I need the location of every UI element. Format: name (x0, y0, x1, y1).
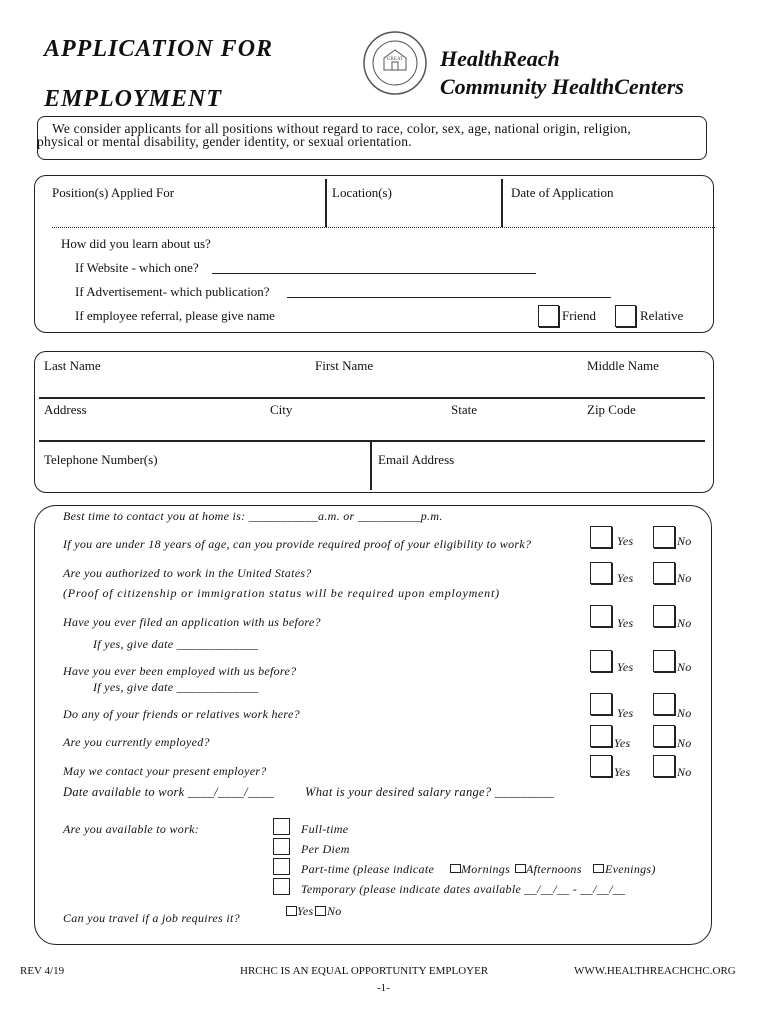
healthreach-seal-logo (362, 30, 428, 96)
employed-before-no-checkbox[interactable] (653, 650, 675, 672)
under-18-no-label: No (677, 534, 692, 548)
equal-opportunity-label: HRCHC IS AN EQUAL OPPORTUNITY EMPLOYER (240, 965, 489, 977)
best-time-question: Best time to contact you at home is: ___________a.m. or __________p.m. (63, 509, 443, 523)
org-name: HealthReach (440, 46, 560, 71)
currently-employed-question: Are you currently employed? (63, 735, 210, 749)
filed-yes-label: Yes (617, 616, 634, 630)
referral-label: If employee referral, please give name (75, 308, 275, 323)
travel-yes-label: Yes (297, 904, 314, 918)
under-18-yes-checkbox[interactable] (590, 526, 612, 548)
mornings-checkbox[interactable] (450, 864, 461, 873)
salary-range-field[interactable]: What is your desired salary range? _________ (305, 785, 554, 799)
contact-no-label: No (677, 765, 692, 779)
afternoons-label: Afternoons (526, 862, 582, 876)
filed-no-checkbox[interactable] (653, 605, 675, 627)
current-yes-checkbox[interactable] (590, 725, 612, 747)
friend-label: Friend (562, 308, 596, 323)
evenings-label: Evenings) (605, 862, 656, 876)
filed-before-date: If yes, give date _____________ (93, 637, 259, 651)
friend-checkbox[interactable] (538, 305, 559, 327)
temporary-checkbox[interactable] (273, 878, 290, 895)
date-available-field[interactable]: Date available to work ____/____/____ (63, 785, 275, 799)
temporary-label: Temporary (please indicate dates available __/__/__ - __/__/__ (301, 882, 626, 896)
email-input[interactable] (376, 468, 701, 488)
contact-employer-question: May we contact your present employer? (63, 764, 267, 778)
authorized-no-label: No (677, 571, 692, 585)
zip-code-label: Zip Code (587, 402, 636, 417)
full-time-label: Full-time (301, 822, 349, 836)
evenings-checkbox[interactable] (593, 864, 604, 873)
authorized-note: (Proof of citizenship or immigration status will be required upon employment) (63, 586, 500, 600)
contact-yes-checkbox[interactable] (590, 755, 612, 777)
authorized-question: Are you authorized to work in the United States? (63, 566, 312, 580)
org-subname: Community HealthCenters (440, 74, 684, 99)
locations-label: Location(s) (332, 185, 392, 200)
part-time-label: Part-time (please indicate (301, 862, 435, 876)
current-yes-label: Yes (614, 736, 631, 750)
per-diem-label: Per Diem (301, 842, 350, 856)
date-of-application-input[interactable] (504, 196, 709, 226)
travel-no-checkbox[interactable] (315, 906, 326, 916)
advertisement-label: If Advertisement- which publication? (75, 284, 270, 299)
employed-before-yes-checkbox[interactable] (590, 650, 612, 672)
page-title-line1: APPLICATION FOR (44, 36, 274, 62)
friends-relatives-question: Do any of your friends or relatives work here? (63, 707, 300, 721)
friends-yes-checkbox[interactable] (590, 693, 612, 715)
contact-yes-label: Yes (614, 765, 631, 779)
afternoons-checkbox[interactable] (515, 864, 526, 873)
address-input-row[interactable] (40, 418, 700, 438)
last-name-label: Last Name (44, 358, 101, 373)
relative-label: Relative (640, 308, 684, 323)
website-link[interactable]: WWW.HEALTHREACHCHC.ORG (574, 965, 736, 977)
middle-name-label: Middle Name (587, 358, 659, 373)
mornings-label: Mornings (461, 862, 511, 876)
travel-question: Can you travel if a job requires it? (63, 911, 240, 925)
relative-checkbox[interactable] (615, 305, 636, 327)
authorized-yes-checkbox[interactable] (590, 562, 612, 584)
filed-yes-checkbox[interactable] (590, 605, 612, 627)
learn-about-us-label: How did you learn about us? (61, 236, 211, 251)
per-diem-checkbox[interactable] (273, 838, 290, 855)
locations-input[interactable] (328, 196, 500, 226)
positions-input[interactable] (52, 196, 324, 226)
travel-yes-checkbox[interactable] (286, 906, 297, 916)
state-label: State (451, 402, 477, 417)
under-18-no-checkbox[interactable] (653, 526, 675, 548)
available-to-work-label: Are you available to work: (63, 822, 199, 836)
filed-before-question: Have you ever filed an application with us before? (63, 615, 321, 629)
filed-no-label: No (677, 616, 692, 630)
advertisement-input[interactable] (287, 297, 611, 298)
svg-text:GREAT: GREAT (386, 57, 404, 62)
first-name-label: First Name (315, 358, 374, 373)
date-of-application-label: Date of Application (511, 185, 614, 200)
friends-yes-label: Yes (617, 706, 634, 720)
under-18-question: If you are under 18 years of age, can you provide required proof of your eligibility to work? (63, 537, 532, 551)
current-no-label: No (677, 736, 692, 750)
notice-line2: physical or mental disability, gender identity, or sexual orientation. (37, 134, 412, 149)
telephone-input[interactable] (40, 468, 366, 488)
friends-no-checkbox[interactable] (653, 693, 675, 715)
authorized-yes-label: Yes (617, 571, 634, 585)
email-label: Email Address (378, 452, 455, 467)
full-time-checkbox[interactable] (273, 818, 290, 835)
page-title-line2: EMPLOYMENT (44, 86, 222, 112)
authorized-no-checkbox[interactable] (653, 562, 675, 584)
friends-no-label: No (677, 706, 692, 720)
telephone-label: Telephone Number(s) (44, 452, 158, 467)
city-label: City (270, 402, 293, 417)
contact-no-checkbox[interactable] (653, 755, 675, 777)
current-no-checkbox[interactable] (653, 725, 675, 747)
part-time-checkbox[interactable] (273, 858, 290, 875)
name-input-row[interactable] (40, 375, 700, 395)
employed-before-yes-label: Yes (617, 660, 634, 674)
employed-before-date: If yes, give date _____________ (93, 680, 259, 694)
positions-label: Position(s) Applied For (52, 185, 175, 200)
travel-no-label: No (327, 904, 342, 918)
under-18-yes-label: Yes (617, 534, 634, 548)
website-input[interactable] (212, 273, 536, 274)
page-number: -1- (377, 982, 390, 994)
employed-before-no-label: No (677, 660, 692, 674)
notice-line1: We consider applicants for all positions without regard to race, color, sex, age, national origin, religion, (52, 121, 631, 136)
revision-label: REV 4/19 (20, 965, 65, 977)
website-label: If Website - which one? (75, 260, 199, 275)
address-label: Address (44, 402, 87, 417)
employed-before-question: Have you ever been employed with us before? (63, 664, 297, 678)
